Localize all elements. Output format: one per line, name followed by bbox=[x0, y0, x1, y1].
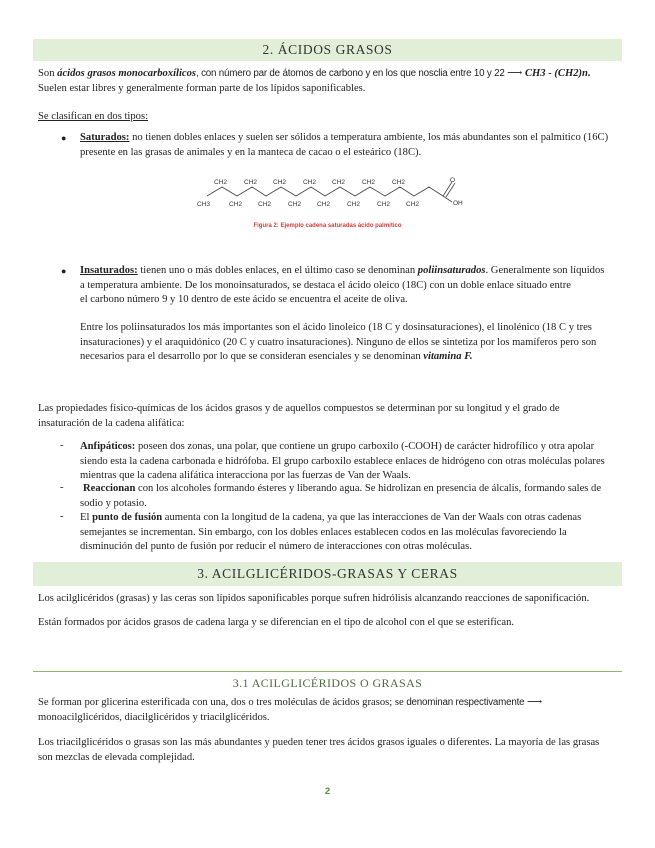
poli-line3: necesarios para el desarrollo por lo que se consideran esenciales y se denominan bbox=[80, 351, 424, 362]
list-item-punto-fusion bbox=[80, 511, 618, 555]
top-labels bbox=[214, 179, 405, 186]
insaturados-text1b: . Generalmente son líquidos bbox=[485, 265, 605, 276]
ch2-label: CH2 bbox=[258, 201, 272, 208]
saturados-text1: no tienen dobles enlaces y suelen ser sólidos a temperatura ambiente, los más abundantes son el palmítico (16C) bbox=[129, 132, 609, 143]
fusion-line3: disminución del punto de fusión por reducir el número de interacciones con otras moléculas. bbox=[80, 541, 472, 552]
bottom-labels bbox=[197, 201, 419, 208]
punto-fusion-label: punto de fusión bbox=[92, 512, 163, 523]
vitamina-f-term: vitamina F. bbox=[423, 351, 473, 362]
poli-line1: Entre los poliinsaturados los más importantes son el ácido linoleico (18 C y dosinsaturaciones), el linolénico (18 C y tres bbox=[80, 322, 592, 333]
acil-paragraph-2: Están formados por ácidos grasos de cadena larga y se diferencian en el tipo de alcohol con el que se esterifican. bbox=[38, 617, 515, 628]
insaturados-line3: el carbono número 9 y 10 dentro de este ácido se encuentra el aceite de oliva. bbox=[80, 294, 408, 305]
ch2-label: CH2 bbox=[214, 179, 228, 186]
list-item-anfipaticos bbox=[80, 440, 618, 484]
ch2-label: CH2 bbox=[362, 179, 376, 186]
saturados-text2: presente en las grasas de animales y en la manteca de cacao o el esteárico (18C). bbox=[80, 146, 422, 158]
fusion-pre: El bbox=[80, 512, 93, 523]
insaturados-line2: a temperatura ambiente. De los monoinsaturados, se destaca el ácido oleico (18C) con un doble enlace situado entre bbox=[80, 279, 571, 291]
section-title-text: 3. ACILGLICÉRIDOS-GRASAS Y CERAS bbox=[197, 566, 458, 581]
ch2-label: CH2 bbox=[377, 201, 391, 208]
classify-heading: Se clasifican en dos tipos: bbox=[38, 111, 149, 122]
ch2-label: CH2 bbox=[332, 179, 346, 186]
grasas-p2-line1: Los triacilglicéridos o grasas son las más abundantes y pueden tener tres ácidos grasos iguales o diferentes. La mayoría de las grasas bbox=[38, 737, 600, 748]
ch2-label: CH2 bbox=[392, 179, 406, 186]
list-item-reaccionan bbox=[80, 482, 618, 511]
dash-marker: - bbox=[60, 440, 64, 451]
properties-line1: Las propiedades físico-químicas de los ácidos grasos y de aquellos compuestos se determinan por su longitud y el grado de bbox=[38, 403, 560, 414]
anfipaticos-line2: siendo esta la cadena carbonada e hidrófoba. El grupo carboxilo establece enlaces de hidrógeno con otras moléculas polares bbox=[80, 455, 605, 467]
poli-line2: insaturaciones) y el araquidónico (20 C y cuatro insaturaciones). Ninguno de ellos se sintetiza por los mamíferos pero son bbox=[80, 336, 597, 348]
section-divider bbox=[33, 671, 622, 672]
ch2-label: CH2 bbox=[288, 201, 302, 208]
saturados-paragraph bbox=[80, 131, 618, 160]
anfipaticos-label: Anfipáticos: bbox=[80, 441, 136, 452]
grasas-paragraph-1 bbox=[38, 696, 618, 725]
dash-marker: - bbox=[60, 482, 64, 493]
grasas-line1a: Se forman por glicerina esterificada con una, dos o tres moléculas de ácidos grasos; se bbox=[38, 697, 407, 708]
ch2-label: CH2 bbox=[317, 201, 331, 208]
intro-paragraph bbox=[38, 67, 618, 96]
insaturados-label: Insaturados: bbox=[80, 265, 138, 276]
intro-line2: Suelen estar libres y generalmente forman parte de los lípidos saponificables. bbox=[38, 82, 366, 94]
insaturados-text1a: tienen uno o más dobles enlaces, en el último caso se denominan bbox=[137, 265, 418, 276]
reaccionan-label: Reaccionan bbox=[83, 483, 136, 494]
reaccionan-line2: sodio y potasio. bbox=[80, 497, 147, 509]
grasas-p2-line2: son mezclas de elevada complejidad. bbox=[38, 751, 195, 763]
intro-term: ácidos grasos monocarboxílicos bbox=[57, 68, 197, 79]
reaccionan-line1: con los alcoholes formando ésteres y liberando agua. Se hidrolizan en presencia de álcalis, formando sales de bbox=[135, 483, 602, 494]
section-title-acilgliceridos bbox=[33, 562, 622, 586]
acil-paragraph-1: Los acilglicéridos (grasas) y las ceras son lípidos saponificables porque sufren hidrólisis alcanzando reacciones de saponificación. bbox=[38, 593, 590, 604]
arrow-icon: ⟶ bbox=[507, 68, 523, 79]
dash-marker: - bbox=[60, 511, 64, 522]
intro-formula: CH3 - (CH2)n. bbox=[522, 68, 591, 79]
fusion-line1: aumenta con la longitud de la cadena, ya que las interacciones de Van der Waals con otras cadenas bbox=[162, 512, 582, 523]
grasas-line1b: denominan respectivamente bbox=[406, 697, 525, 708]
ch2-label: CH2 bbox=[229, 201, 243, 208]
ch3-label: CH3 bbox=[197, 201, 211, 208]
insaturados-paragraph bbox=[80, 264, 618, 308]
bullet-icon: ● bbox=[61, 266, 67, 276]
ch2-label: CH2 bbox=[273, 179, 287, 186]
section-title-text: 2. ÁCIDOS GRASOS bbox=[262, 42, 393, 57]
poliinsaturados-term: poliinsaturados bbox=[417, 265, 486, 276]
page-number: 2 bbox=[324, 786, 331, 797]
intro-pre: Son bbox=[38, 68, 58, 79]
subsection-title: 3.1 ACILGLICÉRIDOS O GRASAS bbox=[232, 676, 423, 690]
grasas-paragraph-2 bbox=[38, 736, 618, 765]
ch2-label: CH2 bbox=[303, 179, 317, 186]
carbonyl-oxygen: O bbox=[450, 177, 456, 184]
properties-paragraph bbox=[38, 402, 618, 431]
carbon-chain bbox=[207, 187, 443, 196]
double-bond bbox=[443, 182, 452, 196]
arrow-icon: ⟶ bbox=[524, 697, 543, 708]
intro-mid: , con número par de átomos de carbono y en los que nosclia entre 10 y 22 bbox=[196, 68, 508, 79]
grasas-line2: monoacilglicéridos, diacilglicéridos y triacilglicéridos. bbox=[38, 711, 270, 723]
properties-line2: insaturación de la cadena alifática: bbox=[38, 417, 185, 429]
anfipaticos-line1: poseen dos zonas, una polar, que contiene un grupo carboxilo (-COOH) de carácter hidrofílico y otra apolar bbox=[135, 441, 595, 452]
fusion-line2: semejantes se incrementan. Sin embargo, con los dobles enlaces establecen codos en las moléculas favoreciendo la bbox=[80, 526, 567, 538]
saturados-label: Saturados: bbox=[80, 132, 130, 143]
ch2-label: CH2 bbox=[244, 179, 258, 186]
anfipaticos-line3: mientras que la cadena alifática interacciona por las fuerzas de Van der Waals. bbox=[80, 470, 411, 481]
bullet-icon: ● bbox=[61, 133, 67, 143]
figure-caption: Figura 2: Ejemplo cadena saturadas ácido palmítico bbox=[253, 223, 402, 229]
poliinsaturados-paragraph bbox=[80, 321, 618, 365]
hydroxyl-group: OH bbox=[453, 200, 463, 207]
ch2-label: CH2 bbox=[406, 201, 420, 208]
palmitic-acid-figure bbox=[0, 176, 655, 226]
section-title-acidos-grasos bbox=[33, 39, 622, 61]
ch2-label: CH2 bbox=[347, 201, 361, 208]
